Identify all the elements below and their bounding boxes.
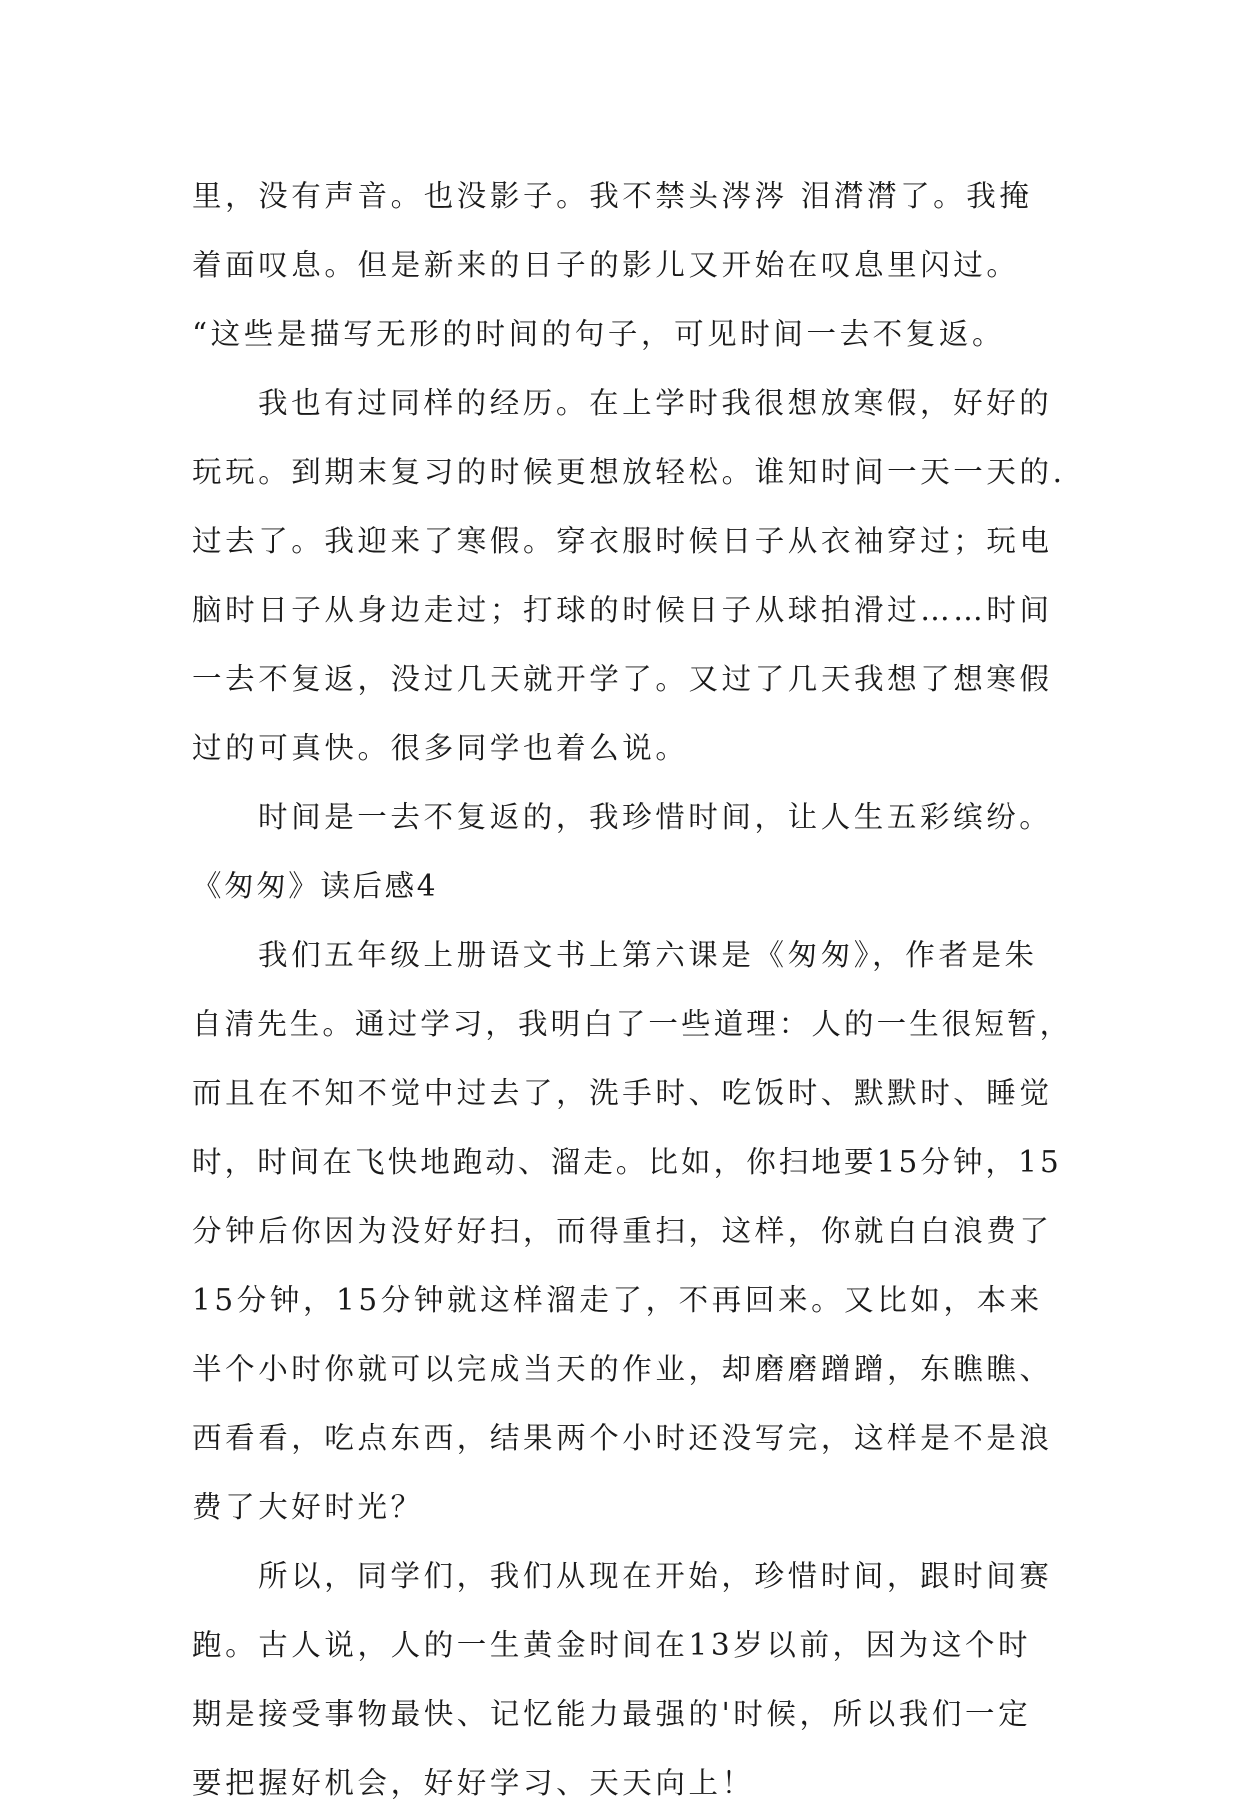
paragraph-start-line: 所以，同学们，我们从现在开始，珍惜时间，跟时间赛 [258,1559,1053,1593]
document-body [192,162,1072,1818]
paragraph-start-line: 我们五年级上册语文书上第六课是《匆匆》，作者是朱 [258,938,1038,972]
text-line: 过去了。我迎来了寒假。穿衣服时候日子从衣袖穿过；玩电 [192,524,1053,558]
paragraph-start-line: 我也有过同样的经历。在上学时我很想放寒假，好好的 [258,386,1053,420]
text-line: 过的可真快。很多同学也着么说。 [192,731,689,765]
text-line: 着面叹息。但是新来的日子的影儿又开始在叹息里闪过。 [192,248,1020,282]
text-line: 要把握好机会，好好学习、天天向上！ [192,1766,755,1800]
text-line: “这些是描写无形的时间的句子，可见时间一去不复返。 [192,317,1006,351]
text-line: 自清先生。通过学习，我明白了一些道理：人的一生很短暂， [192,1007,1073,1041]
section-title: 《匆匆》读后感4 [192,869,439,903]
text-line: 期是接受事物最快、记忆能力最强的'时候，所以我们一定 [192,1697,1032,1731]
text-line: 一去不复返，没过几天就开学了。又过了几天我想了想寒假 [192,662,1053,696]
text-line: 分钟后你因为没好好扫，而得重扫，这样，你就白白浪费了 [192,1214,1053,1248]
text-line: 15分钟，15分钟就这样溜走了，不再回来。又比如，本来 [192,1283,1043,1317]
text-line: 而且在不知不觉中过去了，洗手时、吃饭时、默默时、睡觉 [192,1076,1053,1110]
paragraph-start-line: 时间是一去不复返的，我珍惜时间，让人生五彩缤纷。 [258,800,1053,834]
text-line: 跑。古人说，人的一生黄金时间在13岁以前，因为这个时 [192,1628,1032,1662]
text-line: 玩玩。到期末复习的时候更想放轻松。谁知时间一天一天的. [192,455,1066,489]
text-line: 时，时间在飞快地跑动、溜走。比如，你扫地要15分钟，15 [192,1145,1062,1179]
text-line: 费了大好时光？ [192,1490,424,1524]
text-line: 西看看，吃点东西，结果两个小时还没写完，这样是不是浪 [192,1421,1053,1455]
text-line: 里，没有声音。也没影子。我不禁头涔涔 泪潸潸了。我掩 [192,179,1033,213]
text-line: 脑时日子从身边走过；打球的时候日子从球拍滑过……时间 [192,593,1053,627]
text-line: 半个小时你就可以完成当天的作业，却磨磨蹭蹭，东瞧瞧、 [192,1352,1053,1386]
